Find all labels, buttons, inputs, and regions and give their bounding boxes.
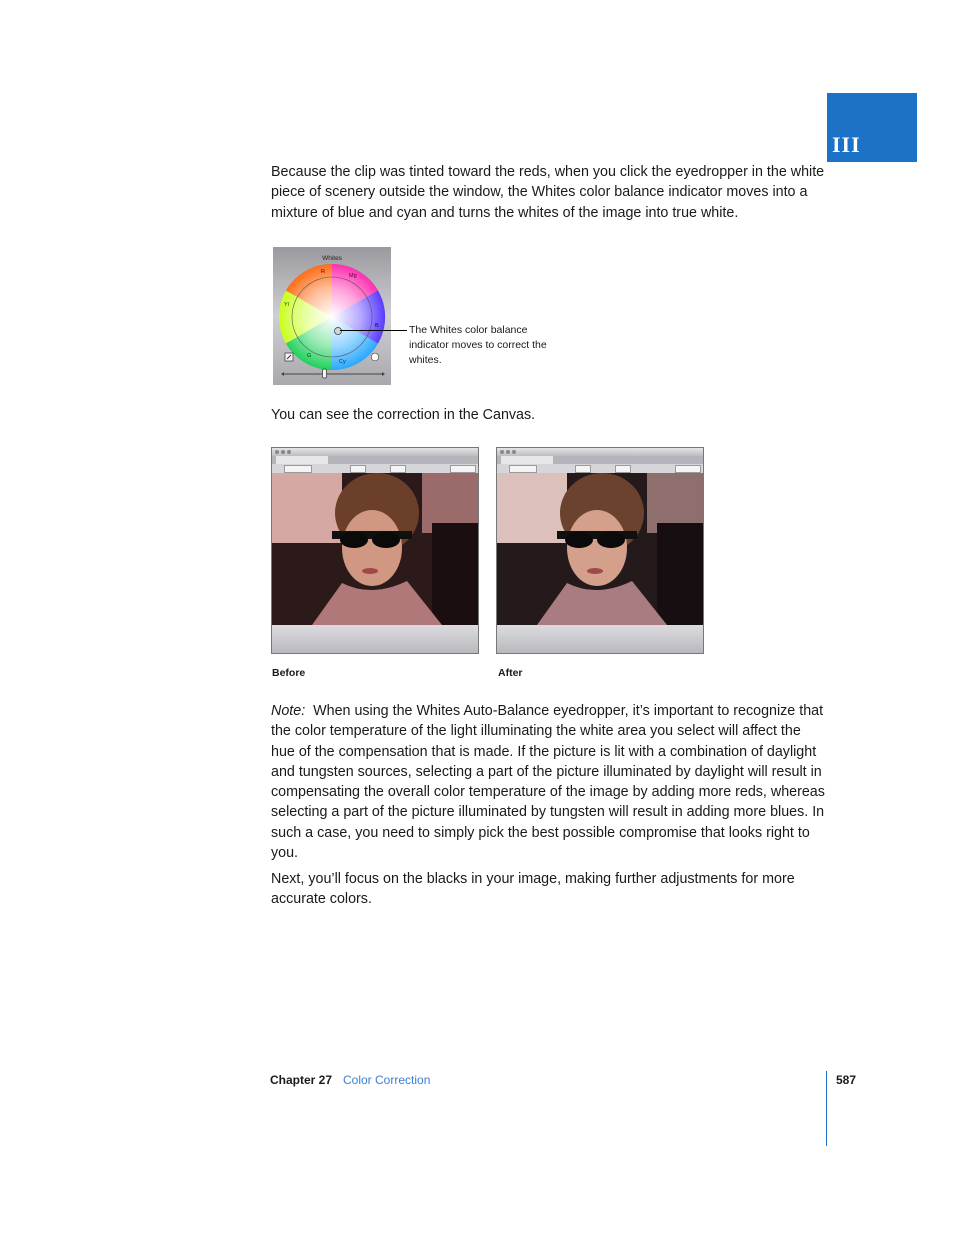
section-tab-label: III [832,132,861,157]
current-timecode-field[interactable] [675,465,701,473]
zoom-icon[interactable] [287,450,291,454]
close-icon[interactable] [500,450,504,454]
page-number: 587 [836,1073,857,1087]
balance-indicator[interactable] [335,328,342,335]
canvas-paragraph: You can see the correction in the Canvas. [271,407,536,423]
zoom-popup[interactable] [575,465,591,473]
canvas-tab[interactable] [501,456,553,464]
view-popup[interactable] [390,465,406,473]
timecode-bar [497,464,703,473]
window-titlebar [497,448,703,456]
transport-controls [497,625,703,653]
canvas-tab-row [272,456,478,464]
video-frame-before [272,473,478,625]
whites-color-wheel [273,247,391,385]
footer-section-link[interactable]: Color Correction [343,1073,431,1087]
canvas-tab-row [497,456,703,464]
zoom-icon[interactable] [512,450,516,454]
zoom-popup[interactable] [350,465,366,473]
current-timecode-field[interactable] [450,465,476,473]
callout-leader-line [340,330,407,331]
wheel-label-b: B [375,323,379,329]
canvas-window-before [271,447,479,654]
before-caption: Before [272,667,306,679]
timecode-bar [272,464,478,473]
footer-divider [826,1071,827,1146]
note-paragraph [271,701,827,863]
minimize-icon[interactable] [281,450,285,454]
whites-callout: The Whites color balance indicator moves to correct the whites. [409,324,547,366]
wheel-label-yl: Yl [284,302,289,308]
note-body: When using the Whites Auto-Balance eyedropper, it’s important to recognize that the color temperature of the light illuminating the white area you select will affect the hue of the compensation that is made. If the picture is lit with a combination of daylight and tungsten sources, selecting a part of the picture illuminated by daylight will result in compensating the overall color temperature of the image by adding more reds, whereas selecting a part of the picture illuminated by tungsten will result in adding more blues. In such a case, you need to simply pick the best possible compromise that looks right to you. [271,703,825,862]
timecode-field[interactable] [284,465,312,473]
window-titlebar [272,448,478,456]
wheel-title: Whites [322,255,342,262]
intro-paragraph: Because the clip was tinted toward the reds, when you click the eyedropper in the white piece of scenery outside the window, the Whites color balance indicator moves into a mixture of blue and cyan and turns the whites of the image into true white. [271,164,825,221]
transport-controls [272,625,478,653]
reset-button[interactable] [371,353,379,361]
footer-chapter: Chapter 27 [270,1073,333,1087]
timecode-field[interactable] [509,465,537,473]
wheel-label-r: R [321,269,325,275]
wheel-label-g: G [307,353,312,359]
next-paragraph: Next, you’ll focus on the blacks in your image, making further adjustments for more accurate colors. [271,871,795,908]
canvas-window-after [496,447,704,654]
wheel-label-cy: Cy [339,359,346,365]
section-tab [827,93,917,162]
view-popup[interactable] [615,465,631,473]
canvas-tab[interactable] [276,456,328,464]
eyedropper-icon[interactable] [285,353,293,361]
minimize-icon[interactable] [506,450,510,454]
wheel-label-mg: Mg [349,273,357,279]
video-frame-after [497,473,703,625]
close-icon[interactable] [275,450,279,454]
note-label: Note: [271,703,306,719]
after-caption: After [498,667,523,679]
